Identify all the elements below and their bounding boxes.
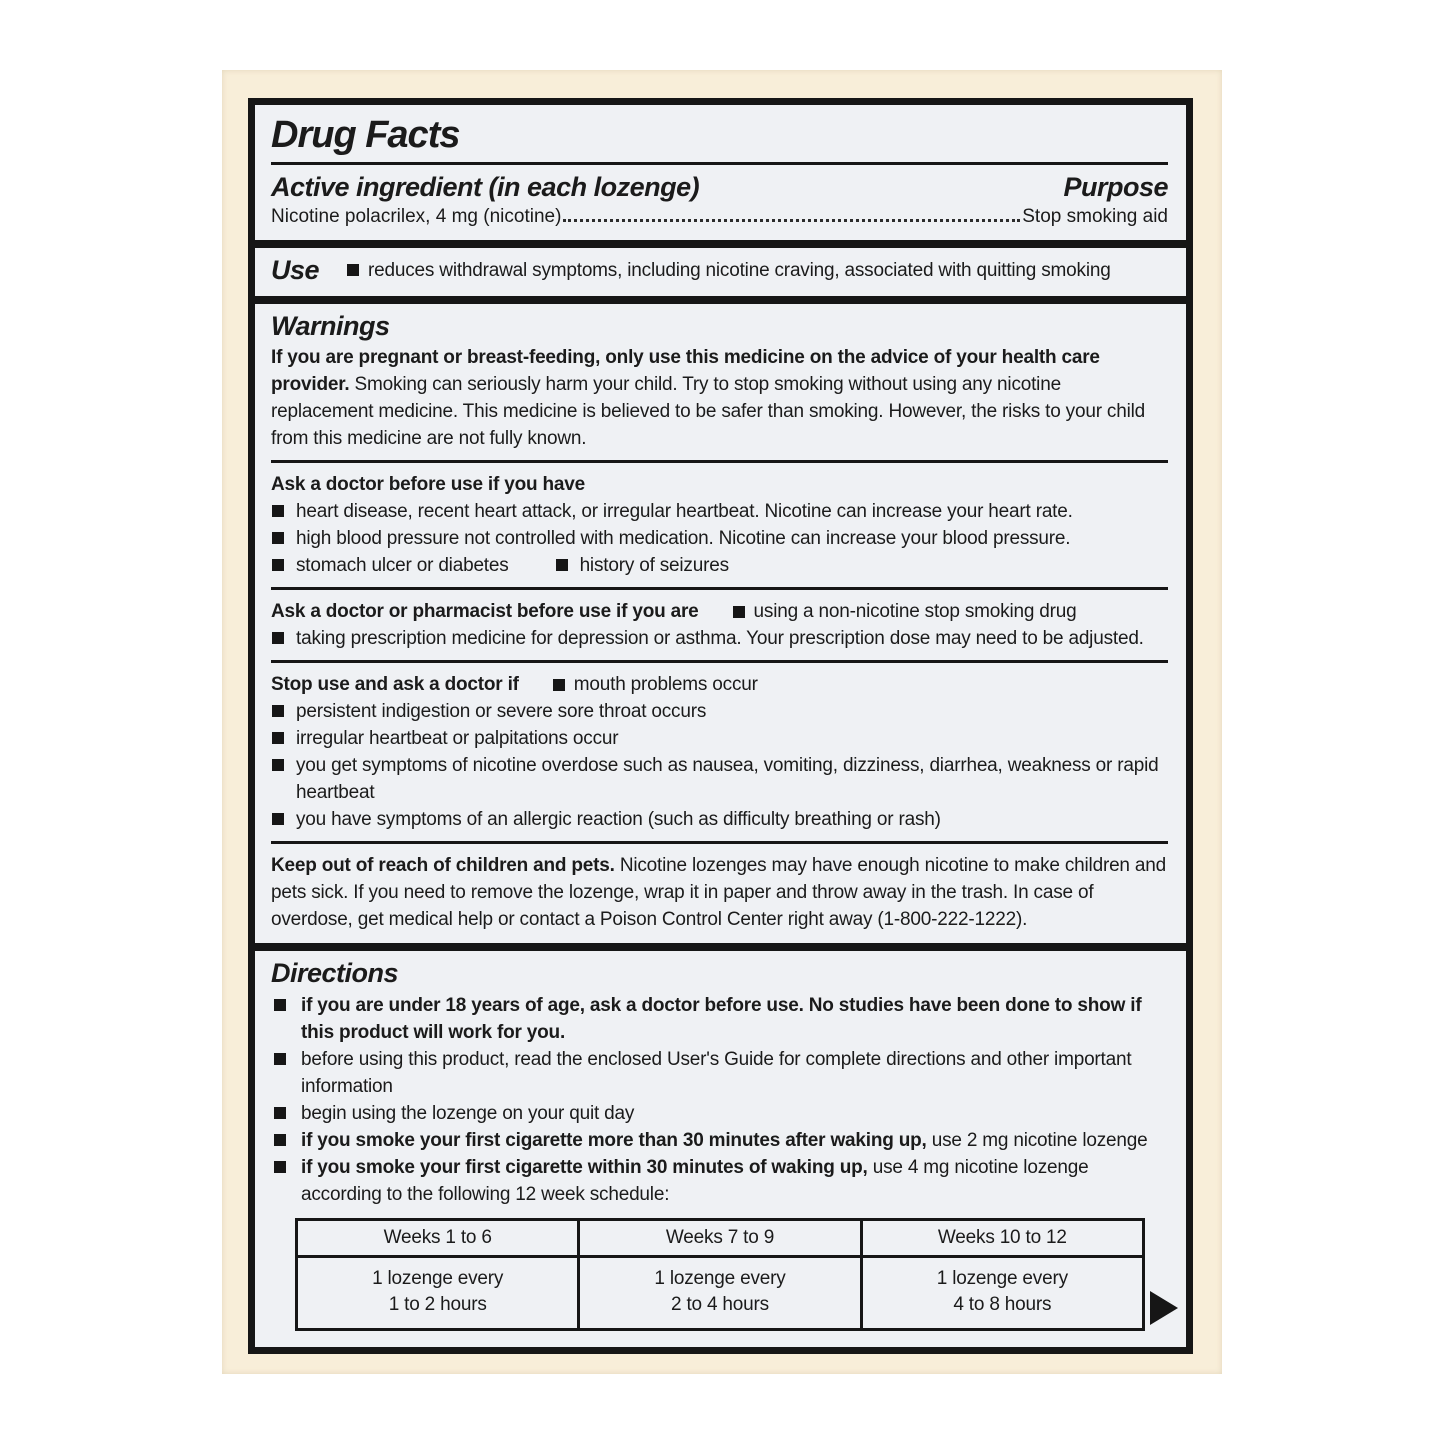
schedule-body-row (297, 1257, 1144, 1330)
schedule-cell-line: 1 lozenge every (936, 1268, 1068, 1289)
schedule-header-cell: Weeks 7 to 9 (579, 1220, 861, 1257)
keep-out-warning-bold: Keep out of reach of children and pets. (271, 855, 615, 876)
directions-bullet (271, 1100, 1168, 1127)
schedule-header-cell: Weeks 1 to 6 (297, 1220, 579, 1257)
bullet-icon (274, 1053, 286, 1065)
schedule-cell (297, 1257, 579, 1330)
bullet-icon (272, 705, 284, 717)
schedule-cell-line: 1 lozenge every (372, 1268, 504, 1289)
pregnancy-warning-bold: If you are pregnant or breast-feeding, only use this medicine on the advice of your health care provider. (271, 347, 1100, 395)
active-ingredient-heading: Active ingredient (in each lozenge) (271, 172, 700, 202)
active-ingredient-name: Nicotine polacrilex, 4 mg (nicotine) (271, 206, 562, 227)
keep-out-warning-text: Nicotine lozenges may have enough nicotine to make children and pets sick. If you need to remove the lozenge, wrap it in paper and throw away in the trash. In case of overdose, get medical help or contact a Poison Control Center right away (1-800-222-1222). (271, 855, 1166, 930)
bullet-icon (274, 1107, 286, 1119)
purpose-heading: Purpose (1063, 172, 1168, 202)
bullet-icon (733, 606, 745, 618)
directions-section (255, 951, 1186, 1347)
warnings-section (255, 304, 1186, 943)
stop-use-heading-row (271, 671, 1168, 698)
ask-doctor-heading: Ask a doctor before use if you have (271, 474, 585, 495)
ask-doctor-bullet-pair (271, 552, 1168, 579)
bullet-icon (272, 532, 284, 544)
divider (271, 587, 1168, 590)
divider (271, 460, 1168, 463)
ask-doctor-bullet (271, 552, 509, 579)
stop-use-group (271, 671, 1168, 833)
directions-heading: Directions (271, 958, 399, 988)
divider (271, 841, 1168, 844)
drug-facts-label (248, 98, 1193, 1354)
directions-bullet-rest: use 2 mg nicotine lozenge (931, 1130, 1148, 1151)
warnings-heading: Warnings (271, 311, 390, 341)
schedule-cell-line: 1 to 2 hours (388, 1294, 487, 1315)
ask-doctor-bullet-text: stomach ulcer or diabetes (296, 555, 509, 576)
purpose-value: Stop smoking aid (1022, 206, 1168, 227)
ask-pharmacist-bullet-text: taking prescription medicine for depression or asthma. Your prescription dose may need to be adjusted. (296, 628, 1144, 649)
keep-out-warning (271, 852, 1168, 933)
divider (271, 660, 1168, 663)
bullet-icon (274, 1134, 286, 1146)
schedule-cell-line: 1 lozenge every (654, 1268, 786, 1289)
bullet-icon (272, 632, 284, 644)
ask-pharmacist-heading-row (271, 598, 1168, 625)
stop-use-bullet (271, 698, 1168, 725)
schedule-header-cell: Weeks 10 to 12 (861, 1220, 1143, 1257)
ask-pharmacist-bullet-text: using a non-nicotine stop smoking drug (753, 601, 1077, 622)
schedule-cell (861, 1257, 1143, 1330)
bullet-icon (272, 732, 284, 744)
directions-bullet (271, 1046, 1168, 1100)
bullet-icon (272, 559, 284, 571)
bullet-icon (274, 999, 286, 1011)
ask-doctor-bullet (271, 525, 1168, 552)
stop-use-bullet-text: persistent indigestion or severe sore throat occurs (296, 701, 707, 722)
schedule-cell (579, 1257, 861, 1330)
bullet-icon (347, 264, 359, 276)
directions-bullet-rest: use 4 mg nicotine lozenge according to the following 12 week schedule: (301, 1157, 1089, 1205)
directions-bullet-bold: if you smoke your first cigarette more than 30 minutes after waking up, (301, 1130, 927, 1151)
pregnancy-warning-text: Smoking can seriously harm your child. Try to stop smoking without using any nicotine replacement medicine. This medicine is believed to be safer than smoking. However, the risks to your child from this medicine are not fully known. (271, 374, 1145, 449)
continuation-arrow-icon (1150, 1291, 1178, 1325)
bullet-icon (556, 559, 568, 571)
directions-bullet-text: begin using the lozenge on your quit day (301, 1103, 635, 1124)
drug-facts-title: Drug Facts (271, 114, 460, 156)
directions-bullet (271, 1154, 1168, 1208)
directions-bullet (271, 992, 1168, 1046)
use-text: reduces withdrawal symptoms, including nicotine craving, associated with quitting smoking (368, 259, 1111, 281)
stop-use-bullet (271, 752, 1168, 806)
stop-use-bullet-text: you have symptoms of an allergic reaction (such as difficulty breathing or rash) (296, 809, 941, 830)
ask-pharmacist-group (271, 598, 1168, 652)
package-back-panel (222, 70, 1222, 1374)
ask-doctor-bullet-text: history of seizures (579, 555, 729, 576)
pregnancy-warning (271, 344, 1168, 452)
ask-pharmacist-bullet (271, 625, 1168, 652)
bullet-icon (272, 505, 284, 517)
bullet-icon (272, 813, 284, 825)
ask-doctor-group (271, 471, 1168, 579)
directions-bullet-text (301, 1130, 1147, 1151)
stop-use-bullet-text: you get symptoms of nicotine overdose such as nausea, vomiting, dizziness, diarrhea, weakness or rapid heartbeat (296, 755, 1159, 803)
ask-pharmacist-heading: Ask a doctor or pharmacist before use if you are (271, 601, 699, 622)
dosing-schedule-table (295, 1218, 1145, 1331)
use-section (255, 248, 1186, 296)
schedule-cell-line: 2 to 4 hours (671, 1294, 769, 1315)
active-ingredient-heading-row (271, 171, 1168, 203)
bullet-icon (553, 679, 565, 691)
bullet-icon (274, 1161, 286, 1173)
ask-doctor-bullet-text: heart disease, recent heart attack, or irregular heartbeat. Nicotine can increase your heart rate. (296, 501, 1073, 522)
divider (271, 162, 1168, 165)
dotted-leader (563, 219, 1020, 222)
header-section (255, 105, 1186, 240)
schedule-header-row (297, 1220, 1144, 1257)
schedule-cell-line: 4 to 8 hours (953, 1294, 1052, 1315)
use-heading: Use (271, 255, 320, 285)
directions-bullet-bold: if you smoke your first cigarette within 30 minutes of waking up, (301, 1157, 868, 1178)
directions-bullet-text (301, 1157, 1088, 1205)
use-row (271, 254, 1168, 286)
stop-use-bullet-text: mouth problems occur (573, 674, 758, 695)
directions-bullet-text: before using this product, read the enclosed User's Guide for complete directions and other important information (301, 1049, 1132, 1097)
stop-use-bullet (271, 806, 1168, 833)
ask-doctor-bullet (271, 498, 1168, 525)
bullet-icon (272, 759, 284, 771)
active-ingredient-row (271, 204, 1168, 230)
stop-use-bullet-text: irregular heartbeat or palpitations occur (296, 728, 619, 749)
ask-doctor-bullet (555, 552, 729, 579)
directions-bullet-text: if you are under 18 years of age, ask a doctor before use. No studies have been done to show if this product will work for you. (301, 995, 1142, 1043)
stop-use-bullet (271, 725, 1168, 752)
stop-use-heading: Stop use and ask a doctor if (271, 674, 519, 695)
directions-bullet (271, 1127, 1168, 1154)
ask-doctor-bullet-text: high blood pressure not controlled with medication. Nicotine can increase your blood pressure. (296, 528, 1071, 549)
